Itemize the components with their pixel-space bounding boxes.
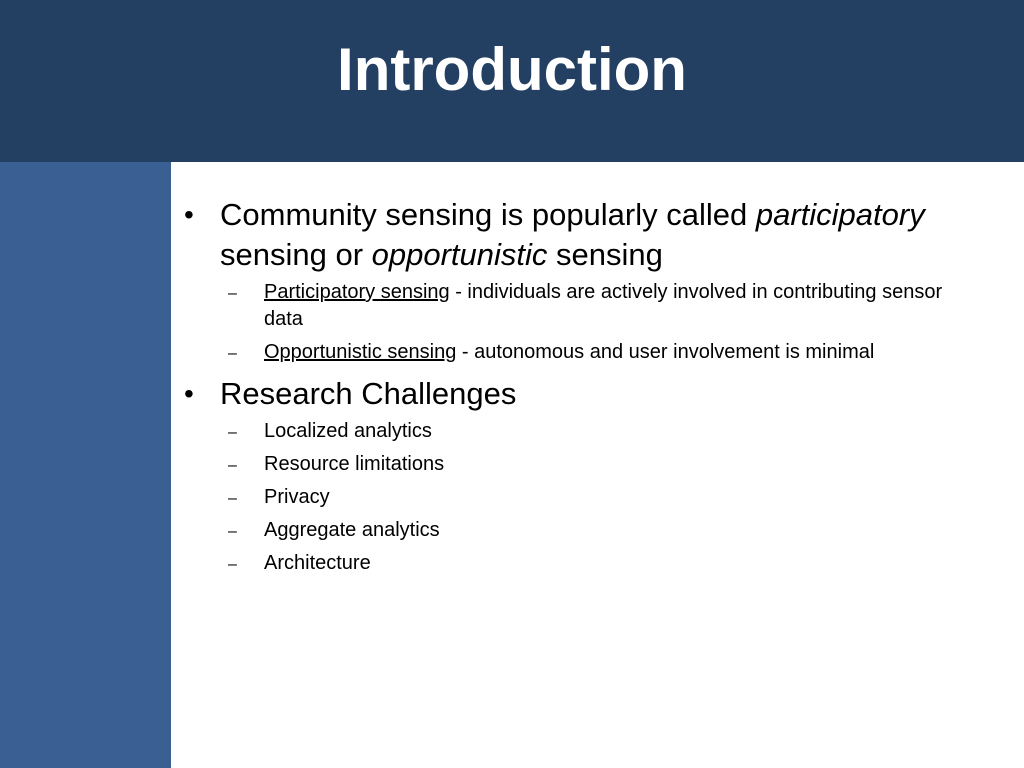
slide-title: Introduction bbox=[337, 36, 687, 103]
bullet-list bbox=[180, 195, 980, 577]
sub-bullet-list bbox=[220, 279, 980, 366]
sub-item-text: Aggregate analytics bbox=[264, 519, 440, 541]
emphasis-participatory: participatory bbox=[755, 197, 925, 232]
bullet-text: Research Challenges bbox=[220, 376, 517, 411]
sub-item-resource-limitations bbox=[220, 451, 980, 478]
sub-item-participatory bbox=[220, 279, 980, 333]
sub-item-text: Resource limitations bbox=[264, 453, 445, 475]
term-participatory-sensing: Participatory sensing bbox=[264, 281, 450, 303]
dash-icon: – bbox=[228, 424, 237, 441]
dash-icon: – bbox=[228, 345, 237, 362]
sub-item-aggregate-analytics bbox=[220, 517, 980, 544]
sub-item-text: Localized analytics bbox=[264, 420, 432, 442]
bullet-item-community-sensing bbox=[180, 195, 980, 366]
dash-icon: – bbox=[228, 285, 237, 302]
sidebar-panel bbox=[0, 162, 171, 768]
slide-content bbox=[180, 195, 980, 585]
emphasis-opportunistic: opportunistic bbox=[371, 237, 548, 272]
definition-text: - autonomous and user involvement is minimal bbox=[456, 341, 875, 363]
bullet-text-part: Community sensing is popularly called bbox=[220, 197, 756, 232]
sub-item-privacy bbox=[220, 484, 980, 511]
sub-item-localized-analytics bbox=[220, 418, 980, 445]
sub-item-architecture bbox=[220, 550, 980, 577]
bullet-text-part: sensing or bbox=[220, 237, 372, 272]
dash-icon: – bbox=[228, 490, 237, 507]
bullet-icon: • bbox=[184, 378, 194, 409]
dash-icon: – bbox=[228, 556, 237, 573]
term-opportunistic-sensing: Opportunistic sensing bbox=[264, 341, 457, 363]
bullet-item-research-challenges bbox=[180, 374, 980, 577]
definition-text: - individuals are actively involved in contributing sensor data bbox=[264, 281, 943, 330]
sub-bullet-list bbox=[220, 418, 980, 577]
sub-item-opportunistic bbox=[220, 339, 980, 366]
bullet-text-part: sensing bbox=[547, 237, 663, 272]
sub-item-text: Privacy bbox=[264, 486, 330, 508]
title-bar bbox=[0, 0, 1024, 162]
dash-icon: – bbox=[228, 523, 237, 540]
sub-item-text: Architecture bbox=[264, 552, 371, 574]
bullet-icon: • bbox=[184, 199, 194, 230]
dash-icon: – bbox=[228, 457, 237, 474]
